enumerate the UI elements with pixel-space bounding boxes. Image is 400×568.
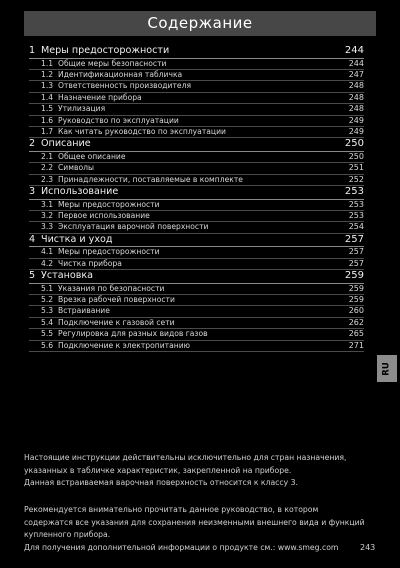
language-label: RU xyxy=(381,361,392,376)
section-page: 257 xyxy=(344,233,364,245)
entry-title: Встраивание xyxy=(58,306,110,316)
entry-page: 251 xyxy=(348,163,364,173)
recommendation-notes xyxy=(24,504,369,554)
more-info-text: Для получения дополнительной информации о продукте см.: www.smeg.com xyxy=(24,542,339,552)
entry-page: 249 xyxy=(348,115,364,125)
entry-number: 1.1 xyxy=(41,58,54,68)
entry-page: 252 xyxy=(348,174,364,184)
entry-title: Регулировка для разных видов газов xyxy=(58,329,208,339)
section-title: Меры предосторожности xyxy=(41,45,170,56)
toc-section-heading[interactable] xyxy=(29,234,364,248)
toc-entry[interactable] xyxy=(29,93,364,104)
entry-number: 3.2 xyxy=(41,210,54,220)
section-title: Чистка и уход xyxy=(41,233,113,245)
toc-entry[interactable] xyxy=(29,341,364,352)
section-number: 1 xyxy=(29,45,36,56)
entry-page: 248 xyxy=(348,104,364,114)
toc-section xyxy=(29,234,364,270)
entry-title: Назначение прибора xyxy=(58,92,142,102)
recommend-text: Рекомендуется внимательно прочитать данное руководство, в котором содержатся все указания для сохранения неизменными внешнего вида и функций купленного прибора. xyxy=(24,505,365,539)
entry-page: 253 xyxy=(348,199,364,209)
section-title: Описание xyxy=(41,138,91,150)
entry-page: 254 xyxy=(348,222,364,232)
entry-page: 260 xyxy=(348,306,364,316)
entry-page: 257 xyxy=(348,247,364,257)
toc-section-heading[interactable] xyxy=(29,138,364,152)
entry-title: Как читать руководство по эксплуатации xyxy=(58,126,226,136)
entry-number: 5.4 xyxy=(41,317,54,327)
section-title: Использование xyxy=(41,186,119,198)
toc-entry[interactable] xyxy=(29,222,364,233)
entry-page: 247 xyxy=(348,69,364,79)
language-tab xyxy=(377,355,397,382)
toc-title-bar xyxy=(24,11,376,36)
entry-title: Ответственность производителя xyxy=(58,81,192,91)
section-page: 250 xyxy=(344,138,364,150)
toc-section-heading[interactable] xyxy=(29,270,364,284)
section-title: Установка xyxy=(41,270,94,282)
toc-section-heading[interactable] xyxy=(29,45,364,59)
toc-entry[interactable] xyxy=(29,70,364,81)
entry-number: 1.7 xyxy=(41,126,54,136)
table-of-contents xyxy=(29,45,364,352)
entry-number: 1.5 xyxy=(41,104,54,114)
entry-title: Общие меры безопасности xyxy=(58,58,167,68)
entry-title: Подключение к электропитанию xyxy=(58,340,191,350)
toc-title: Содержание xyxy=(147,14,253,32)
section-page: 259 xyxy=(344,270,364,282)
entry-number: 1.3 xyxy=(41,81,54,91)
entry-page: 249 xyxy=(348,126,364,136)
entry-page: 271 xyxy=(348,340,364,350)
toc-entry[interactable] xyxy=(29,259,364,270)
toc-entry[interactable] xyxy=(29,329,364,340)
entry-page: 257 xyxy=(348,258,364,268)
entry-number: 1.2 xyxy=(41,69,54,79)
section-number: 5 xyxy=(29,270,36,282)
section-number: 2 xyxy=(29,138,36,150)
toc-entry[interactable] xyxy=(29,306,364,317)
entry-title: Меры предосторожности xyxy=(58,247,160,257)
toc-entry[interactable] xyxy=(29,295,364,306)
entry-number: 2.2 xyxy=(41,163,54,173)
entry-number: 5.6 xyxy=(41,340,54,350)
section-page: 244 xyxy=(344,45,364,56)
entry-page: 250 xyxy=(348,151,364,161)
entry-title: Чистка прибора xyxy=(58,258,122,268)
toc-entry[interactable] xyxy=(29,247,364,258)
toc-entry[interactable] xyxy=(29,200,364,211)
entry-number: 1.4 xyxy=(41,92,54,102)
entry-number: 2.3 xyxy=(41,174,54,184)
toc-entry[interactable] xyxy=(29,284,364,295)
entry-page: 253 xyxy=(348,210,364,220)
entry-number: 5.2 xyxy=(41,295,54,304)
entry-page: 259 xyxy=(348,283,364,293)
entry-number: 5.3 xyxy=(41,306,54,316)
toc-section xyxy=(29,186,364,234)
toc-entry[interactable] xyxy=(29,127,364,138)
entry-title: Указания по безопасности xyxy=(58,283,165,293)
entry-title: Общее описание xyxy=(58,151,126,161)
entry-title: Принадлежности, поставляемые в комплекте xyxy=(58,174,243,184)
entry-number: 4.2 xyxy=(41,258,54,268)
section-page: 253 xyxy=(344,186,364,198)
toc-section xyxy=(29,138,364,186)
entry-number: 5.1 xyxy=(41,283,54,293)
entry-title: Символы xyxy=(58,163,94,173)
section-number: 3 xyxy=(29,186,36,198)
page-number: 243 xyxy=(360,543,376,552)
entry-title: Утилизация xyxy=(58,104,106,114)
entry-number: 4.1 xyxy=(41,247,54,257)
validity-notes xyxy=(24,452,369,490)
entry-title: Подключение к газовой сети xyxy=(58,317,175,327)
toc-section xyxy=(29,45,364,138)
toc-entry[interactable] xyxy=(29,81,364,92)
entry-title: Идентификационная табличка xyxy=(58,69,183,79)
toc-entry[interactable] xyxy=(29,175,364,186)
entry-page: 248 xyxy=(348,81,364,91)
entry-number: 2.1 xyxy=(41,151,54,161)
entry-number: 1.6 xyxy=(41,115,54,125)
entry-number: 5.5 xyxy=(41,329,54,339)
entry-title: Врезка рабочей поверхности xyxy=(58,295,175,304)
entry-title: Эксплуатация варочной поверхности xyxy=(58,222,209,232)
toc-section xyxy=(29,270,364,352)
entry-number: 3.3 xyxy=(41,222,54,232)
entry-title: Меры предосторожности xyxy=(58,199,160,209)
entry-page: 259 xyxy=(348,295,364,304)
entry-page: 248 xyxy=(348,92,364,102)
entry-title: Руководство по эксплуатации xyxy=(58,115,179,125)
toc-entry[interactable] xyxy=(29,152,364,163)
entry-title: Первое использование xyxy=(58,210,150,220)
entry-number: 3.1 xyxy=(41,199,54,209)
entry-page: 265 xyxy=(348,329,364,339)
toc-entry[interactable] xyxy=(29,116,364,127)
toc-entry[interactable] xyxy=(29,59,364,70)
entry-page: 244 xyxy=(348,58,364,68)
toc-entry[interactable] xyxy=(29,163,364,174)
toc-entry[interactable] xyxy=(29,211,364,222)
toc-entry[interactable] xyxy=(29,318,364,329)
class-text: Данная встраиваемая варочная поверхность относится к классу 3. xyxy=(24,478,298,487)
toc-section-heading[interactable] xyxy=(29,186,364,200)
validity-text: Настоящие инструкции действительны исключительно для стран назначения, указанных в табличке характеристик, закрепленной на приборе. xyxy=(24,453,347,475)
section-number: 4 xyxy=(29,233,36,245)
toc-entry[interactable] xyxy=(29,104,364,115)
entry-page: 262 xyxy=(348,317,364,327)
